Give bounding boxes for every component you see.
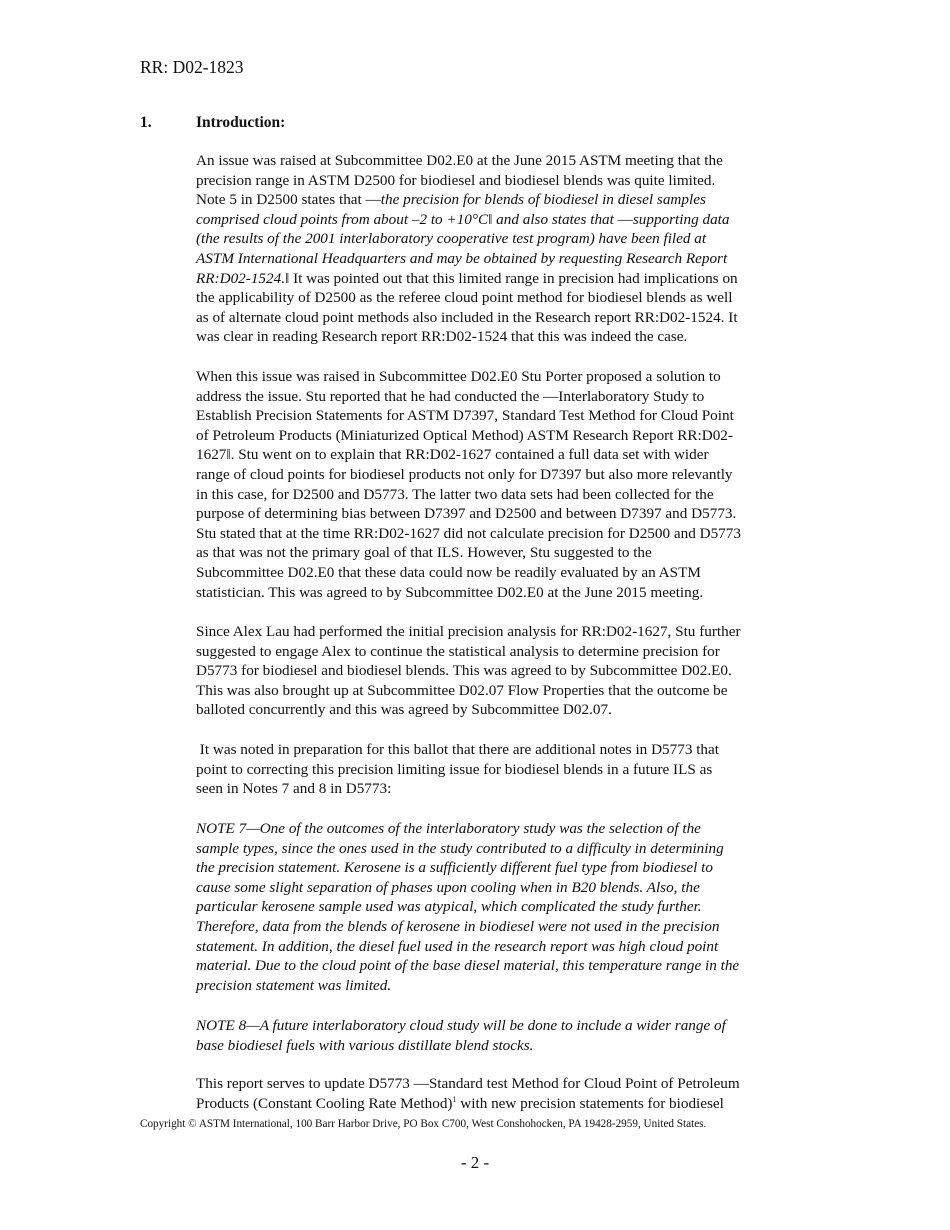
text-run: Products (Constant Cooling Rate Method) xyxy=(196,1094,453,1112)
text-line: precision range in ASTM D2500 for biodiesel and biodiesel blends was quite limited. xyxy=(196,171,716,189)
note-line: the precision statement. Kerosene is a sufficiently different fuel type from biodiesel to xyxy=(196,859,713,877)
quoted-text-line: (the results of the 2001 interlaboratory cooperative test program) have been filed at xyxy=(196,230,707,248)
text-line: address the issue. Stu reported that he had conducted the ―Interlaboratory Study to xyxy=(196,387,705,405)
note-8 xyxy=(196,1016,812,1055)
quoted-text-line: ASTM International Headquarters and may be obtained by requesting Research Report xyxy=(196,249,728,267)
quoted-text: supporting data xyxy=(632,210,730,228)
text-line: point to correcting this precision limiting issue for biodiesel blends in a future ILS as xyxy=(196,760,713,778)
text-line: D5773 for biodiesel and biodiesel blends. This was agreed to by Subcommittee D02.E0. xyxy=(196,662,732,680)
report-id-header: RR: D02-1823 xyxy=(140,57,244,77)
paragraph-4 xyxy=(196,740,812,799)
quoted-text: the precision for blends of biodiesel in diesel samples xyxy=(380,191,706,209)
text-line: When this issue was raised in Subcommittee D02.E0 Stu Porter proposed a solution to xyxy=(196,368,721,385)
text-line: 1627‖. Stu went on to explain that RR:D02-1627 contained a full data set with wider xyxy=(196,446,709,464)
note-line: NOTE 8—A future interlaboratory cloud study will be done to include a wider range of xyxy=(196,1017,726,1034)
text-line: It was noted in preparation for this ballot that there are additional notes in D5773 that xyxy=(196,741,719,758)
text-line xyxy=(196,269,812,289)
text-line: seen in Notes 7 and 8 in D5773: xyxy=(196,780,392,798)
note-line: cause some slight separation of phases upon cooling when in B20 blends. Also, the xyxy=(196,878,700,896)
text-line: An issue was raised at Subcommittee D02.E0 at the June 2015 ASTM meeting that the xyxy=(196,152,723,169)
text-line: the applicability of D2500 as the referee cloud point method for biodiesel blends as well xyxy=(196,289,733,307)
quoted-text: RR:D02-1524.‖ xyxy=(196,269,290,287)
text-line: Subcommittee D02.E0 that these data could now be readily evaluated by an ASTM xyxy=(196,563,701,581)
text-line: purpose of determining bias between D7397 and D2500 and between D7397 and D5773. xyxy=(196,505,737,523)
note-line: sample types, since the ones used in the study contributed to a difficulty in determining xyxy=(196,839,724,857)
paragraph-2 xyxy=(196,367,812,602)
note-line: particular kerosene sample used was atypical, which complicated the study further. xyxy=(196,898,702,916)
note-7 xyxy=(196,819,812,995)
note-line: Therefore, data from the blends of kerosene in biodiesel were not used in the precision xyxy=(196,917,720,935)
note-line: precision statement was limited. xyxy=(196,976,392,994)
section-title: Introduction: xyxy=(196,114,286,131)
note-line: base biodiesel fuels with various distillate blend stocks. xyxy=(196,1036,534,1054)
text-run: and also states that ― xyxy=(492,210,633,228)
quoted-text: comprised cloud points from about –2 to +10°C‖ xyxy=(196,210,493,228)
text-line: in this case, for D2500 and D5773. The latter two data sets had been collected for the xyxy=(196,485,714,503)
paragraph-3 xyxy=(196,622,812,720)
text-line: Since Alex Lau had performed the initial precision analysis for RR:D02-1627, Stu further xyxy=(196,623,741,640)
copyright-footer: Copyright © ASTM International, 100 Barr Harbor Drive, PO Box C700, West Conshohocken, PA 19428-2959, United States. xyxy=(140,1118,707,1130)
text-line: as of alternate cloud point methods also included in the Research report RR:D02-1524. It xyxy=(196,308,738,326)
text-line: Stu stated that at the time RR:D02-1627 did not calculate precision for D2500 and D5773 xyxy=(196,524,741,542)
text-line: statistician. This was agreed to by Subcommittee D02.E0 at the June 2015 meeting. xyxy=(196,583,704,601)
paragraph-1 xyxy=(196,151,812,347)
text-line: This was also brought up at Subcommittee D02.07 Flow Properties that the outcome be xyxy=(196,681,728,699)
paragraph-5 xyxy=(196,1074,812,1113)
text-line: range of cloud points for biodiesel products not only for D7397 but also more relevantly xyxy=(196,465,733,483)
text-run: with new precision statements for biodiesel xyxy=(456,1094,724,1112)
footnote-marker: 1 xyxy=(452,1094,457,1104)
text-run: It was pointed out that this limited range in precision had implications on xyxy=(289,269,738,287)
text-line: was clear in reading Research report RR:D02-1524 that this was indeed the case. xyxy=(196,328,688,346)
note-line: material. Due to the cloud point of the base diesel material, this temperature range in the xyxy=(196,957,740,975)
text-line xyxy=(196,190,812,210)
note-line: statement. In addition, the diesel fuel used in the research report was high cloud point xyxy=(196,937,719,955)
text-line: This report serves to update D5773 ―Standard test Method for Cloud Point of Petroleum xyxy=(196,1075,740,1092)
page-number: - 2 - xyxy=(460,1153,490,1172)
text-line: balloted concurrently and this was agreed by Subcommittee D02.07. xyxy=(196,701,612,719)
text-line: of Petroleum Products (Miniaturized Optical Method) ASTM Research Report RR:D02- xyxy=(196,426,733,444)
section-number: 1. xyxy=(140,114,152,131)
text-line: suggested to engage Alex to continue the statistical analysis to determine precision for xyxy=(196,642,720,660)
text-line xyxy=(196,210,812,230)
text-line: Establish Precision Statements for ASTM D7397, Standard Test Method for Cloud Point xyxy=(196,407,734,425)
text-run: Note 5 in D2500 states that ― xyxy=(196,191,381,209)
text-line xyxy=(196,1094,812,1114)
note-line: NOTE 7—One of the outcomes of the interlaboratory study was the selection of the xyxy=(196,820,701,837)
text-line: as that was not the primary goal of that ILS. However, Stu suggested to the xyxy=(196,544,652,562)
